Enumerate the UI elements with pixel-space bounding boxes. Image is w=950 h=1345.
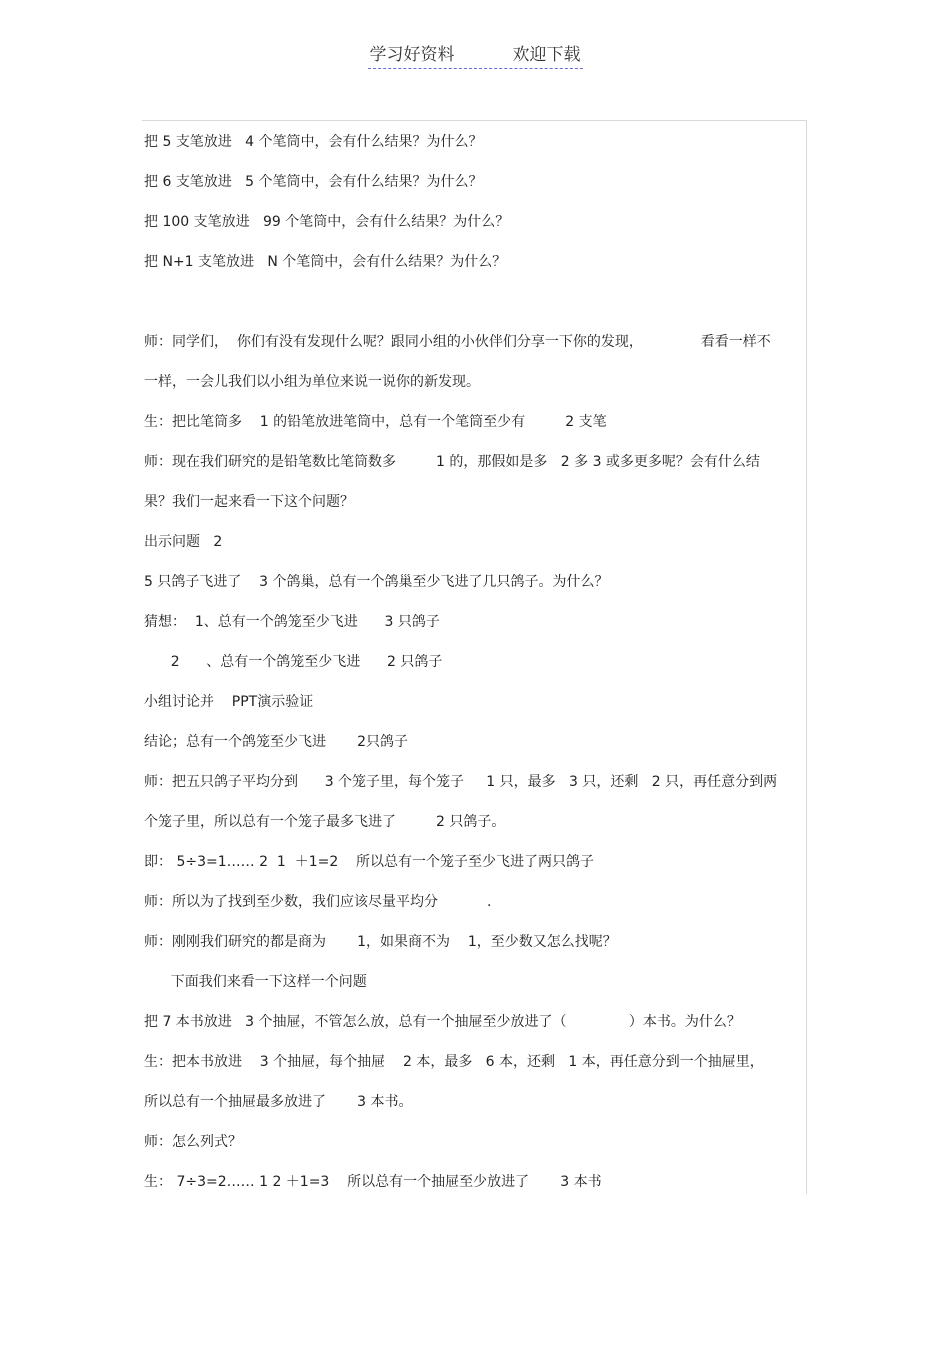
text-line: 把 6 支笔放进 5 个笔筒中，会有什么结果？为什么？	[144, 174, 483, 190]
header-right-text: 欢迎下载	[512, 45, 581, 65]
text-line: 出示问题 2	[144, 534, 223, 550]
text-line: 结论；总有一个鸽笼至少飞进 2只鸽子	[144, 734, 409, 750]
text-line: 把 7 本书放进 3 个抽屉，不管怎么放，总有一个抽屉至少放进了（ ）本书。为什么？	[144, 1014, 741, 1030]
text-line: 即： 5÷3=1…… 2 1 ＋1=2 所以总有一个笼子至少飞进了两只鸽子	[144, 854, 595, 870]
text-line: 猜想： 1、总有一个鸽笼至少飞进 3 只鸽子	[144, 614, 440, 630]
header-left-text: 学习好资料	[369, 45, 455, 65]
text-line: 生：把比笔筒多 1 的铅笔放进笔筒中，总有一个笔筒至少有 2 支笔	[144, 414, 607, 430]
text-line: 下面我们来看一下这样一个问题	[144, 974, 367, 990]
text-line: 5 只鸽子飞进了 3 个鸽巢，总有一个鸽巢至少飞进了几只鸽子。为什么？	[144, 574, 609, 590]
text-line: 生： 7÷3=2…… 1 2 ＋1=3 所以总有一个抽屉至少放进了 3 本书	[144, 1174, 602, 1190]
text-line: 师：所以为了找到至少数，我们应该尽量平均分 .	[144, 894, 492, 910]
text-line: 所以总有一个抽屉最多放进了 3 本书。	[144, 1094, 413, 1110]
header-underline	[368, 40, 583, 69]
text-line: 个笼子里，所以总有一个笼子最多飞进了 2 只鸽子。	[144, 814, 506, 830]
text-line: 把 5 支笔放进 4 个笔筒中，会有什么结果？为什么？	[144, 134, 483, 150]
text-line: 师：把五只鸽子平均分到 3 个笼子里，每个笼子 1 只，最多 3 只，还剩 2 只，再任意分到两	[144, 774, 778, 790]
text-line: 2 、总有一个鸽笼至少飞进 2 只鸽子	[144, 654, 443, 670]
text-line: 师：怎么列式？	[144, 1134, 242, 1150]
text-line: 把 100 支笔放进 99 个笔筒中，会有什么结果？为什么？	[144, 214, 510, 230]
text-line: 师：刚刚我们研究的都是商为 1，如果商不为 1，至少数又怎么找呢？	[144, 934, 617, 950]
page-header	[0, 40, 950, 69]
text-line: 生：把本书放进 3 个抽屉，每个抽屉 2 本，最多 6 本，还剩 1 本，再任意分到一个抽屉里，	[144, 1054, 764, 1070]
text-line: 师：现在我们研究的是铅笔数比笔筒数多 1 的，那假如是多 2 多 3 或多更多呢？会有什么结	[144, 454, 760, 470]
text-line: 小组讨论并 PPT演示验证	[144, 694, 314, 710]
text-line: 一样，一会儿我们以小组为单位来说一说你的新发现。	[144, 374, 480, 390]
text-line: 果？我们一起来看一下这个问题？	[144, 494, 354, 510]
text-line: 师：同学们， 你们有没有发现什么呢？跟同小组的小伙伴们分享一下你的发现， 看看一样不	[144, 334, 771, 350]
text-line: 把 N+1 支笔放进 N 个笔筒中，会有什么结果？为什么？	[144, 254, 507, 270]
